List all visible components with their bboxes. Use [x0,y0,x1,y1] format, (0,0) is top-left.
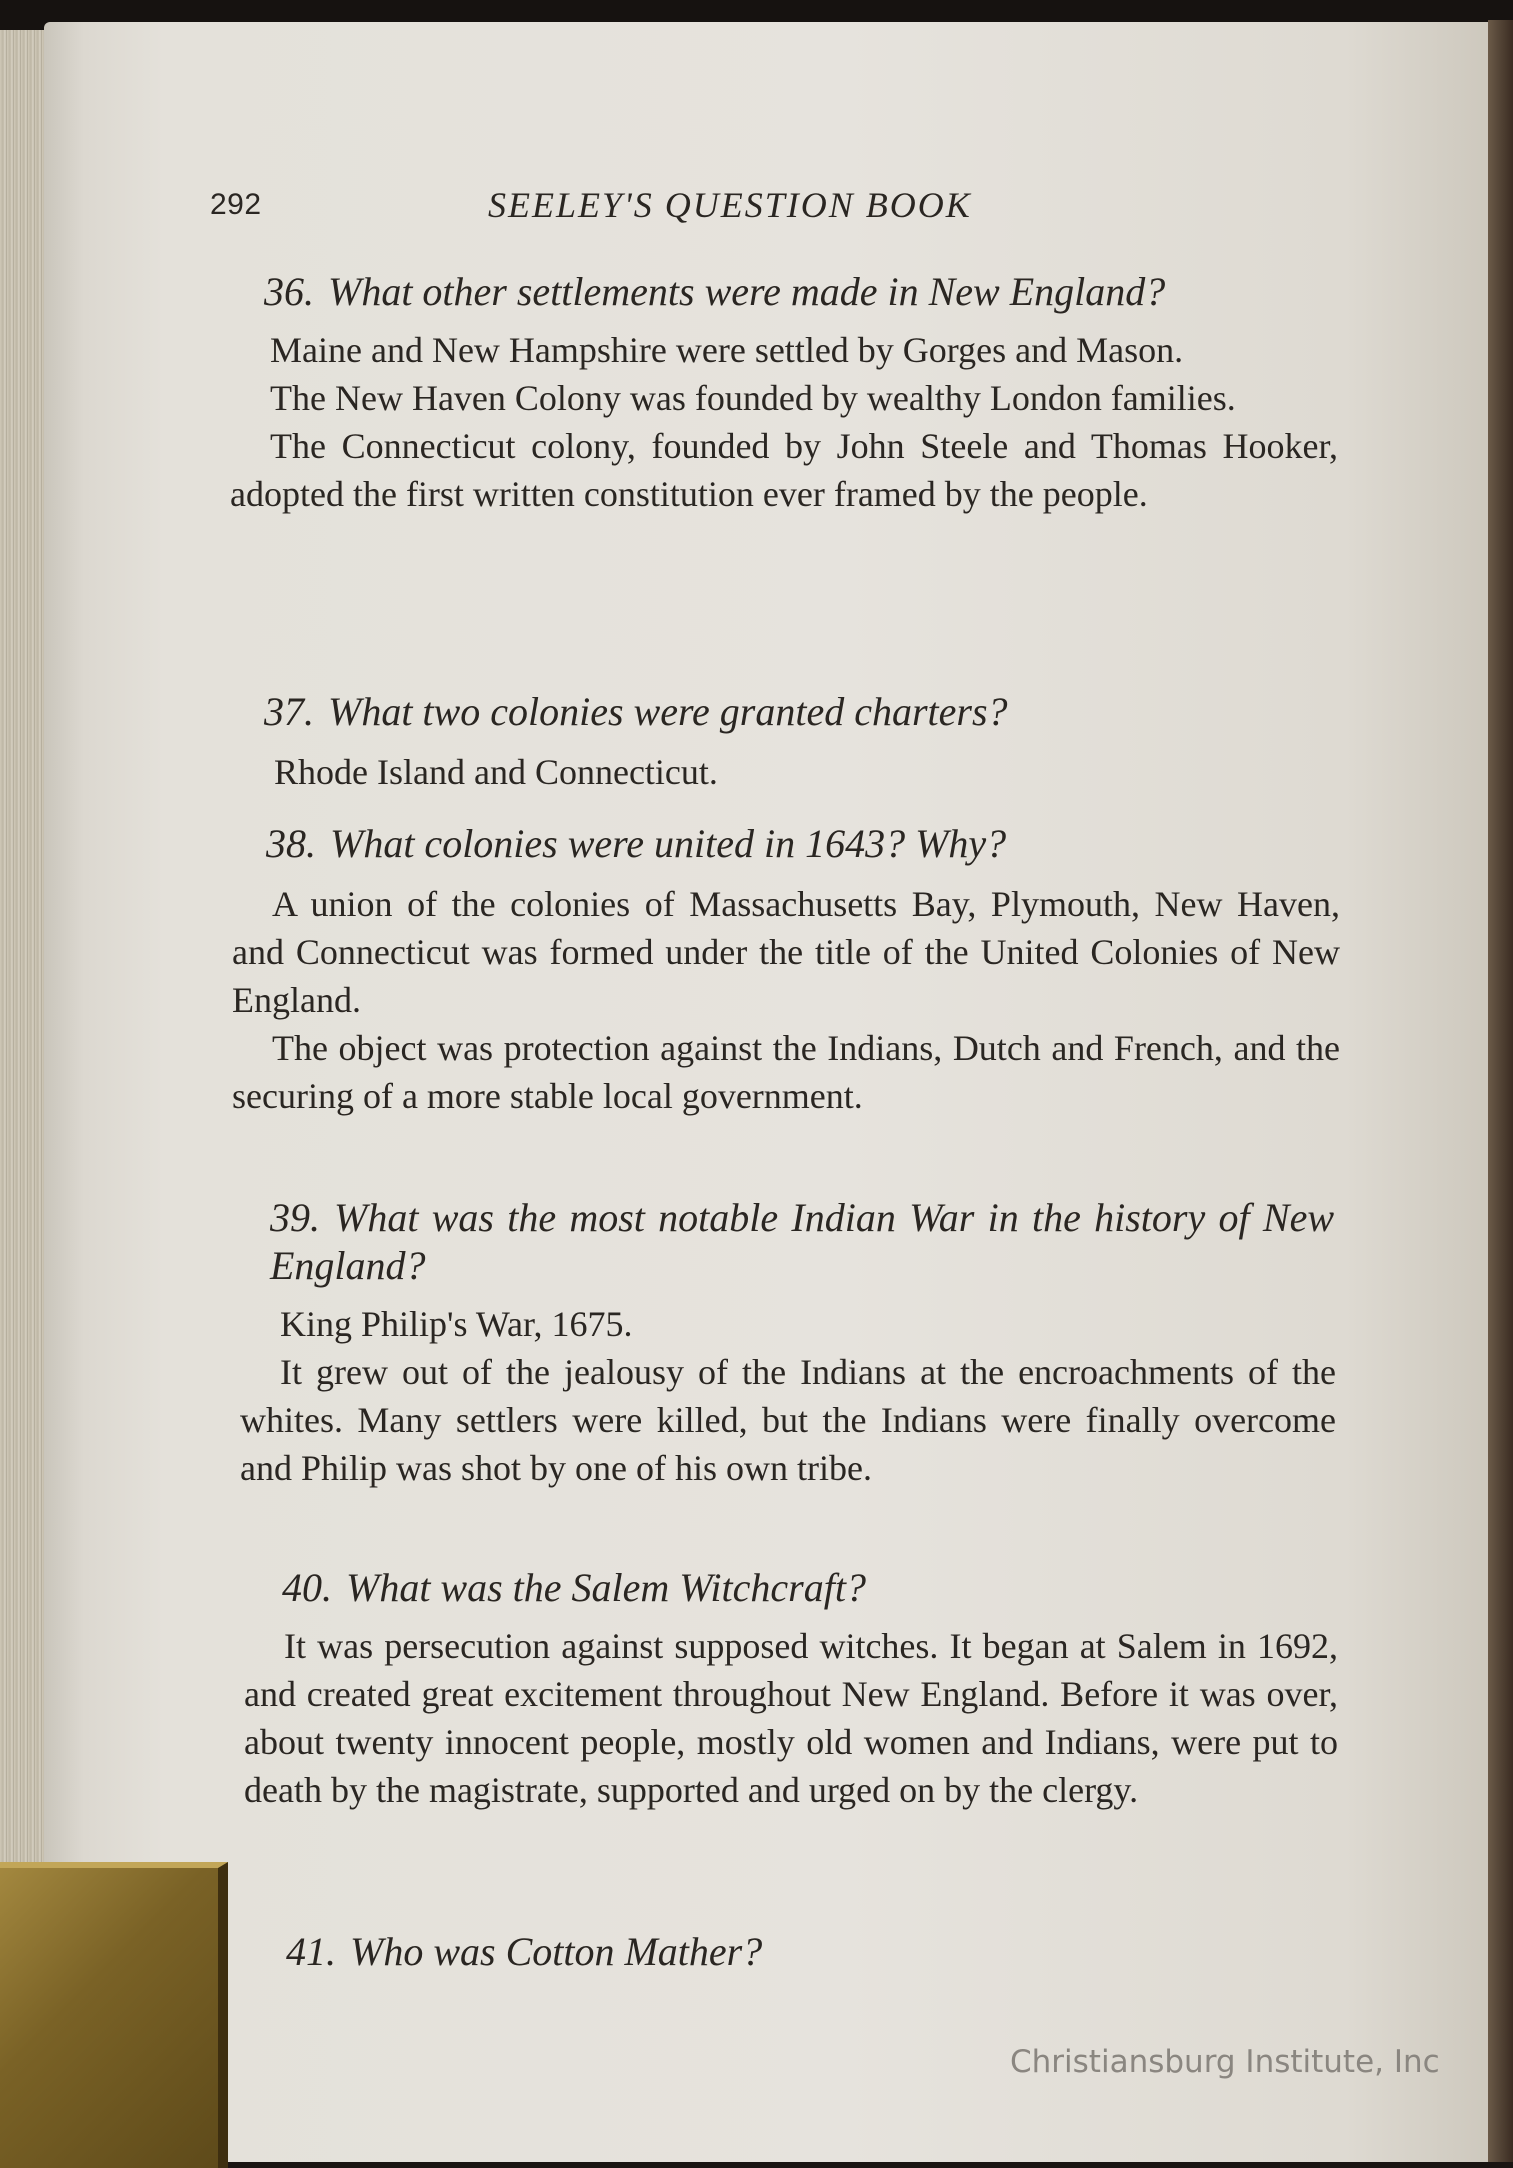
answer-paragraph: It grew out of the jealousy of the Indians at the encroachments of the whites. Many settlers were killed, but the Indians were finally overcome and Philip was shot by one of his own tribe. [240,1352,1336,1488]
running-title: SEELEY'S QUESTION BOOK [488,185,972,225]
answer-paragraph: The New Haven Colony was founded by wealthy London families. [270,378,1236,418]
question-text: What was the Salem Witchcraft? [346,1565,866,1610]
question-37 [264,688,1008,735]
question-number: 36. [264,269,314,314]
question-number: 41. [286,1929,336,1974]
answer-paragraph: Rhode Island and Connecticut. [274,752,718,792]
question-number: 39. [270,1195,320,1240]
question-text: What was the most notable Indian War in the history of New England? [270,1195,1334,1288]
question-text: Who was Cotton Mather? [350,1929,763,1974]
question-38 [266,820,1006,867]
question-number: 37. [264,689,314,734]
question-41 [286,1928,762,1975]
answer-36 [230,326,1338,518]
answer-paragraph: Maine and New Hampshire were settled by Gorges and Mason. [270,330,1184,370]
question-text: What colonies were united in 1643? Why? [330,821,1007,866]
answer-paragraph: King Philip's War, 1675. [280,1304,633,1344]
answer-39 [240,1300,1336,1492]
question-39 [270,1194,1334,1290]
book-spine-block [0,1862,228,2168]
answer-40 [244,1622,1338,1814]
question-text: What other settlements were made in New England? [328,269,1166,314]
answer-paragraph: The Connecticut colony, founded by John Steele and Thomas Hooker, adopted the first written constitution ever framed by the people. [230,426,1338,514]
question-36 [264,268,1165,315]
question-text: What two colonies were granted charters? [328,689,1008,734]
answer-38 [232,880,1340,1120]
answer-paragraph: It was persecution against supposed witches. It began at Salem in 1692, and created great excitement throughout New England. Before it was over, about twenty innocent people, mostly old women and Indians, were put to death by the magistrate, supported and urged on by the clergy. [244,1626,1338,1810]
question-number: 38. [266,821,316,866]
answer-37 [234,748,1342,796]
question-number: 40. [282,1565,332,1610]
watermark: Christiansburg Institute, Inc [1010,2044,1440,2080]
question-40 [282,1564,866,1611]
answer-paragraph: The object was protection against the Indians, Dutch and French, and the securing of a more stable local government. [232,1028,1340,1116]
page-number: 292 [210,188,262,221]
answer-paragraph: A union of the colonies of Massachusetts Bay, Plymouth, New Haven, and Connecticut was formed under the title of the United Colonies of New England. [232,884,1340,1020]
